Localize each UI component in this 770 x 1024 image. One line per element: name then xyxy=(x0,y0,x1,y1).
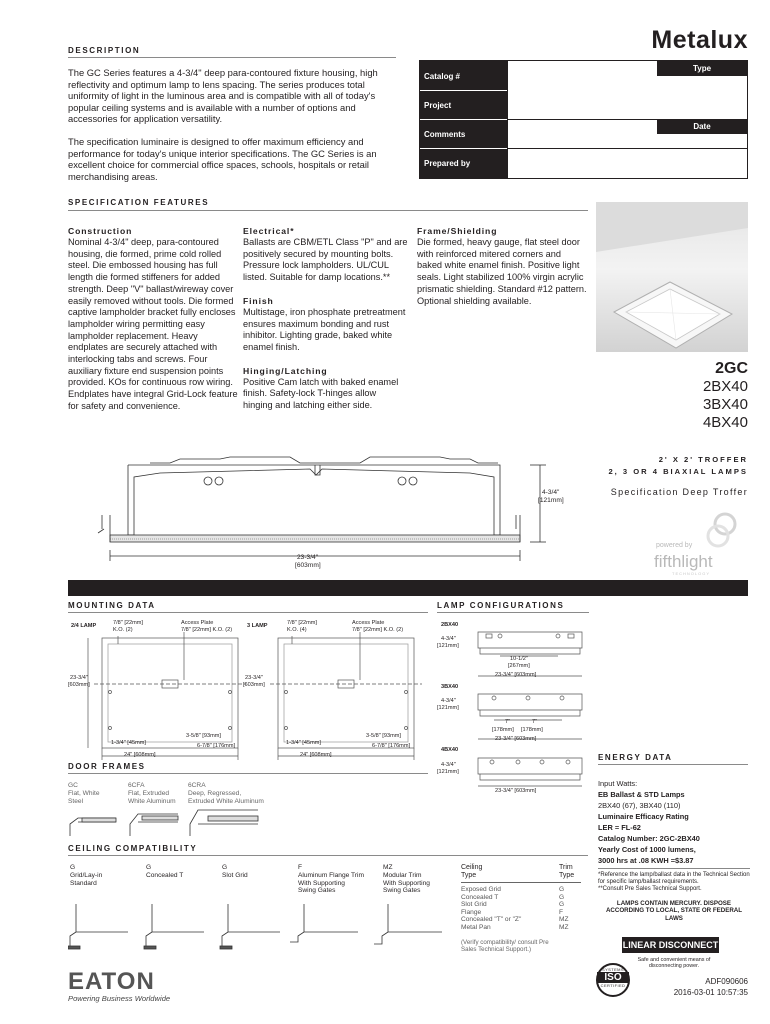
ko4-label: 7/8" [22mm] xyxy=(287,620,317,626)
access1-label: Access Plate xyxy=(181,620,214,626)
linear-disconnect-badge: LINEAR DISCONNECT xyxy=(622,937,719,953)
description-para-1: The GC Series features a 4-3/4" deep para-contoured fixture housing, high reflectivity and optimum lamp to lens spacing. The series produces total uniformity of light in the luminous area and is compatible with all of today's popular ceiling systems and is available with a number of options and accessories for application versatility. xyxy=(68,67,378,125)
brand-logo: Metalux xyxy=(651,26,748,54)
access2-label: Access Plate xyxy=(352,620,385,626)
hinging-text: Positive Cam latch with baked enamel finish. Safety-lock T-hinges allow hinging and latching either side. xyxy=(243,376,399,411)
lamp2-d1: 4-3/4" xyxy=(441,636,456,642)
mount-h2b: [603mm] xyxy=(243,682,265,688)
comments-field[interactable]: Comments xyxy=(424,130,466,139)
mount-134a: 1-3/4" [45mm] xyxy=(111,740,146,746)
product-photo xyxy=(596,202,748,352)
mounting-heading: MOUNTING DATA xyxy=(68,601,156,610)
ko2-label: 7/8" [22mm] xyxy=(113,620,143,626)
mount-h1: 23-3/4" xyxy=(70,675,88,681)
ceiling-flange: F Aluminum Flange Trim With Supporting Swing Gates xyxy=(298,864,364,895)
divider-band xyxy=(68,580,748,596)
table-row: Metal Pan MZ xyxy=(461,923,569,931)
mount-678b: 6-7/8" [176mm] xyxy=(372,743,411,749)
electrical-text: Ballasts are CBM/ETL Class "P" and are positively secured by mounting bolts. Pressure lock lampholders. UL/CUL listed. Suitable for damp locations.** xyxy=(243,237,408,283)
electrical-title: Electrical* xyxy=(243,226,295,236)
fifthlight-logo-mark xyxy=(700,510,750,552)
project-field[interactable]: Project xyxy=(424,101,452,110)
ceiling-note: (Verify compatibility/ consult Pre Sales Technical Support.) xyxy=(461,938,549,953)
section-width: 23-3/4" xyxy=(297,554,319,561)
type-field-label[interactable]: Type xyxy=(657,61,747,76)
project-info-form xyxy=(419,60,748,179)
product-subtitle: Specification Deep Troffer xyxy=(610,487,748,497)
lamp4-d2: [121mm] xyxy=(437,769,459,775)
access2b-label: 7/8" [22mm] K.O. (2) xyxy=(352,627,404,633)
table-row: Slot Grid G xyxy=(461,901,565,909)
fifthlight-logo: fifthlight xyxy=(654,552,713,571)
catalog-field[interactable]: Catalog # xyxy=(424,72,461,81)
prepared-by-field[interactable]: Prepared by xyxy=(424,159,471,168)
document-date: 2016-03-01 10:57:35 xyxy=(673,988,748,997)
spec-heading: SPECIFICATION FEATURES xyxy=(68,198,210,207)
door-frame-profiles xyxy=(68,808,268,840)
mount-678a: 6-7/8" [176mm] xyxy=(197,743,236,749)
electrical-column xyxy=(243,226,408,412)
mount-24b: 24" [608mm] xyxy=(300,752,332,758)
eaton-tagline: Powering Business Worldwide xyxy=(68,994,171,1003)
model-line-1: 2BX40 xyxy=(702,378,748,395)
model-code: 2GC xyxy=(715,360,748,377)
lamp4-d3: 23-3/4" [603mm] xyxy=(495,788,537,794)
lamp3-d1: 4-3/4" xyxy=(441,698,456,704)
lamp24-label: 2/4 LAMP xyxy=(71,623,97,629)
section-drawing xyxy=(90,455,560,575)
construction-column xyxy=(68,226,238,413)
mount-134b: 1-3/4" [45mm] xyxy=(286,740,321,746)
description-heading: DESCRIPTION xyxy=(68,46,141,55)
troffer-lamps: 2, 3 OR 4 BIAXIAL LAMPS xyxy=(608,467,748,476)
hinging-title: Hinging/Latching xyxy=(243,365,328,376)
model-line-3: 4BX40 xyxy=(702,414,748,431)
ko2b-label: K.O. (2) xyxy=(113,627,133,633)
access1b-label: 7/8" [22mm] K.O. (2) xyxy=(181,627,233,633)
lamp-config-4: 4BX40 xyxy=(441,747,459,753)
door-gc: GC Flat, White Steel xyxy=(68,782,100,805)
lamp2-d4: [267mm] xyxy=(508,663,530,669)
document-number: ADF090606 xyxy=(705,977,748,986)
mount-h1b: [603mm] xyxy=(68,682,90,688)
frame-column xyxy=(417,226,587,307)
construction-title: Construction xyxy=(68,226,133,236)
mount-358a: 3-5/8" [93mm] xyxy=(186,733,221,739)
door-6cfa: 6CFA Flat, Extruded White Aluminum xyxy=(128,782,176,805)
model-line-2: 3BX40 xyxy=(702,396,748,413)
energy-heading: ENERGY DATA xyxy=(598,753,673,762)
finish-title: Finish xyxy=(243,295,274,306)
lamp-config-heading: LAMP CONFIGURATIONS xyxy=(437,601,565,610)
lamp-config-drawings xyxy=(470,626,588,796)
section-depth: 4-3/4" xyxy=(542,489,560,496)
lamp2-d5: 23-3/4" [603mm] xyxy=(495,672,537,678)
lamp-config-2: 2BX40 xyxy=(441,622,459,628)
linear-disconnect-sub: Safe and convenient means of disconnecting power. xyxy=(637,957,711,970)
ceiling-trim-table: Ceiling Type Trim Type Exposed Grid G Concealed T G Slot Grid G Flange F Concealed "T" or "Z" MZ Metal Pan MZ (Verify compatibility/ consult Pre Sales Technical Support.) xyxy=(461,864,581,953)
lamp3-label: 3 LAMP xyxy=(247,623,268,629)
table-row: Flange F xyxy=(461,908,564,916)
ceiling-concealed: G Concealed T xyxy=(146,864,184,879)
lamp4-d1: 4-3/4" xyxy=(441,762,456,768)
iso-badge: SYSTEMS ISO CERTIFIED xyxy=(596,963,630,997)
mount-24a: 24" [608mm] xyxy=(124,752,156,758)
section-width-mm: [603mm] xyxy=(295,562,321,569)
construction-text: Nominal 4-3/4" deep, para-contoured housing, die formed, prime cold rolled steel. Die embossed housing has full length die formed stiffeners for added strength. Deep "V" ballast/wireway cover easily removed without tools. Die formed captive lampholder bracket fully encloses lampholder wiring permitting easy lampholder replacement. Heavy endplates are securely attached with interlocking tabs and screws. Four auxiliary fixture end suspension points provided. KOs for continuous row wiring. Endplates have integral Grid-Lock feature for safety and convenience. xyxy=(68,237,238,411)
troffer-size: 2' X 2' TROFFER xyxy=(658,455,748,464)
door-heading: DOOR FRAMES xyxy=(68,762,146,771)
ceiling-profiles xyxy=(68,902,458,962)
ceiling-modular: MZ Modular Trim With Supporting Swing Gates xyxy=(383,864,430,895)
lamp2-d2: [121mm] xyxy=(437,643,459,649)
mount-h2: 23-3/4" xyxy=(245,675,263,681)
frame-text: Die formed, heavy gauge, flat steel door with reinforced mitered corners and baked white enamel finish. Positive light seals. Light stabilized 100% virgin acrylic prismatic shielding. Standard #12 pattern. Optional shielding available. xyxy=(417,237,587,306)
table-row: Concealed T G xyxy=(461,893,565,901)
section-depth-mm: [121mm] xyxy=(538,497,564,504)
lamp2-d3: 10-1/2" xyxy=(510,656,528,662)
lamp3-d5: [178mm] xyxy=(492,727,514,733)
ceiling-slot: G Slot Grid xyxy=(222,864,248,879)
table-row: Concealed "T" or "Z" MZ xyxy=(461,916,569,924)
ko4b-label: K.O. (4) xyxy=(287,627,307,633)
table-row: Exposed Grid G xyxy=(461,886,565,893)
fifthlight-sub: TECHNOLOGY xyxy=(672,571,711,576)
lamp3-d2: [121mm] xyxy=(437,705,459,711)
description-para-2: The specification luminaire is designed to offer maximum efficiency and performance for today's unique interior specifications. The GC Series is an excellent choice for commercial office spaces, schools, hospitals or retail merchandising areas. xyxy=(68,136,377,182)
lamp3-d7: 23-3/4" [603mm] xyxy=(495,736,537,742)
lamp-config-3: 3BX40 xyxy=(441,684,459,690)
door-6cra: 6CRA Deep, Regressed, Extruded White Aluminum xyxy=(188,782,264,805)
ceiling-grid: G Grid/Lay-in Standard xyxy=(70,864,103,887)
lamp3-d6: [178mm] xyxy=(521,727,543,733)
eaton-logo: EATON xyxy=(68,968,155,995)
frame-title: Frame/Shielding xyxy=(417,226,498,236)
powered-by: powered by xyxy=(656,542,693,549)
finish-text: Multistage, iron phosphate pretreatment ensures maximum bonding and rust inhibitor. Lighting grade, baked white enamel finish. xyxy=(243,306,406,352)
energy-data: Input Watts: EB Ballast & STD Lamps 2BX40 (67), 3BX40 (110) Luminaire Efficacy Rating LER = FL-62 Catalog Number: 2GC-2BX40 Yearly Cost of 1000 lumens, 3000 hrs at .08 KWH =$3.87 *Reference the lamp/ballast data in the Technical Section for specific lamp/ballast requirements. **Consult Pre Sales Technical Support. LAMPS CONTAIN MERCURY. DISPOSE ACCORDING TO LOCAL, STATE OR FEDERAL LAWS xyxy=(598,779,750,922)
lamp3-d3: 7" xyxy=(505,719,511,725)
date-field-label[interactable]: Date xyxy=(657,119,747,134)
mount-358b: 3-5/8" [93mm] xyxy=(366,733,401,739)
lamp3-d4: 7" xyxy=(532,719,538,725)
ceiling-heading: CEILING COMPATIBILITY xyxy=(68,844,198,853)
